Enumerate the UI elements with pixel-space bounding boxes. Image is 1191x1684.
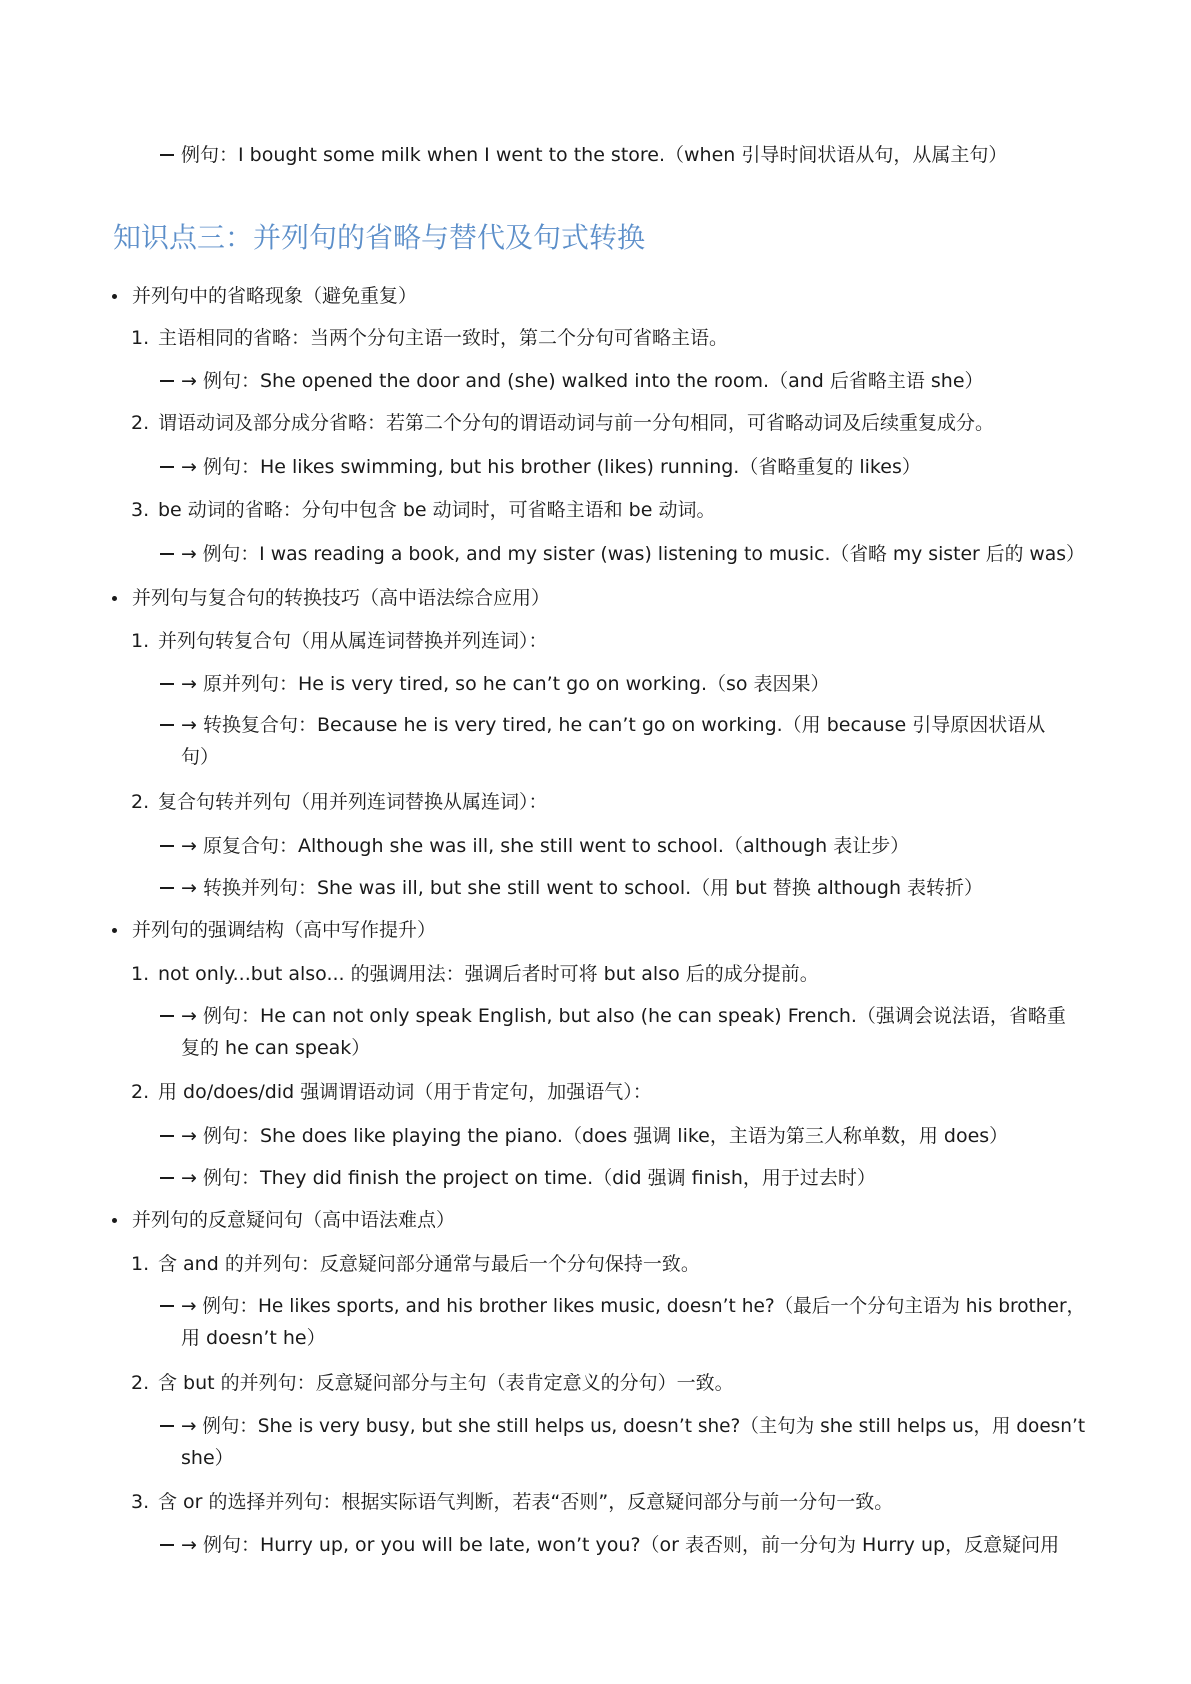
item-number: 1.	[131, 327, 150, 349]
example-line: → 原并列句：He is very tired, so he can’t go on working.（so 表因果）	[181, 673, 830, 695]
item-text: 并列句转复合句（用从属连词替换并列连词）：	[158, 630, 548, 652]
item-text: not only...but also... 的强调用法：强调后者时可将 but also 后的成分提前。	[158, 963, 819, 985]
item-text: be 动词的省略：分句中包含 be 动词时，可省略主语和 be 动词。	[158, 499, 716, 521]
example-line: → 转换并列句：She was ill, but she still went to school.（用 but 替换 although 表转折）	[181, 877, 984, 899]
item-number: 1.	[131, 1253, 150, 1275]
item-number: 2.	[131, 1372, 150, 1394]
example-line: → 原复合句：Although she was ill, she still went to school.（although 表让步）	[181, 835, 910, 857]
item-number: 2.	[131, 1081, 150, 1103]
item-number: 3.	[131, 1491, 150, 1513]
item-number: 1.	[131, 963, 150, 985]
item-text: 谓语动词及部分成分省略：若第二个分句的谓语动词与前一分句相同，可省略动词及后续重复成分。	[158, 412, 995, 434]
example-line: → 例句：She does like playing the piano.（does 强调 like，主语为第三人称单数，用 does）	[181, 1125, 1009, 1147]
item-text: 用 do/does/did 强调谓语动词（用于肯定句，加强语气）：	[158, 1081, 652, 1103]
example-line-continuation: 用 doesn’t he）	[181, 1327, 326, 1349]
item-number: 3.	[131, 499, 150, 521]
section-title: 并列句的反意疑问句（高中语法难点）	[132, 1209, 456, 1231]
section-title: 并列句的强调结构（高中写作提升）	[132, 919, 437, 941]
item-number: 2.	[131, 791, 150, 813]
example-line-continuation: 句）	[181, 746, 220, 768]
example-line: → 例句：He likes sports, and his brother likes music, doesn’t he?（最后一个分句主语为 his brother，	[181, 1295, 1086, 1317]
example-line: → 例句：She opened the door and (she) walked into the room.（and 后省略主语 she）	[181, 370, 984, 392]
item-text: 主语相同的省略：当两个分句主语一致时，第二个分句可省略主语。	[158, 327, 729, 349]
example-line: → 例句：He likes swimming, but his brother (likes) running.（省略重复的 likes）	[181, 456, 921, 478]
example-line: → 例句：Hurry up, or you will be late, won’t you?（or 表否则，前一分句为 Hurry up，反意疑问用	[181, 1534, 1060, 1556]
example-line: → 例句：I was reading a book, and my sister (was) listening to music.（省略 my sister 后的 was）	[181, 543, 1085, 565]
item-text: 含 or 的选择并列句：根据实际语气判断，若表“否则”，反意疑问部分与前一分句一致。	[158, 1491, 894, 1513]
item-text: 复合句转并列句（用并列连词替换从属连词）：	[158, 791, 548, 813]
example-line: → 例句：She is very busy, but she still helps us, doesn’t she?（主句为 she still helps us，用 doesn’t	[181, 1415, 1086, 1437]
example-line: 例句：I bought some milk when I went to the store.（when 引导时间状语从句，从属主句）	[181, 144, 1008, 166]
example-line: → 转换复合句：Because he is very tired, he can’t go on working.（用 because 引导原因状语从	[181, 714, 1046, 736]
example-line-continuation: she）	[181, 1447, 234, 1469]
section-title: 并列句中的省略现象（避免重复）	[132, 285, 418, 307]
item-number: 2.	[131, 412, 150, 434]
section-title: 并列句与复合句的转换技巧（高中语法综合应用）	[132, 587, 551, 609]
example-line: → 例句：He can not only speak English, but also (he can speak) French.（强调会说法语，省略重	[181, 1005, 1066, 1027]
example-line: → 例句：They did finish the project on time.（did 强调 finish，用于过去时）	[181, 1167, 876, 1189]
item-text: 含 and 的并列句：反意疑问部分通常与最后一个分句保持一致。	[158, 1253, 700, 1275]
item-number: 1.	[131, 630, 150, 652]
example-line-continuation: 复的 he can speak）	[181, 1037, 371, 1059]
section-heading: 知识点三：并列句的省略与替代及句式转换	[113, 221, 646, 254]
item-text: 含 but 的并列句：反意疑问部分与主句（表肯定意义的分句）一致。	[158, 1372, 734, 1394]
